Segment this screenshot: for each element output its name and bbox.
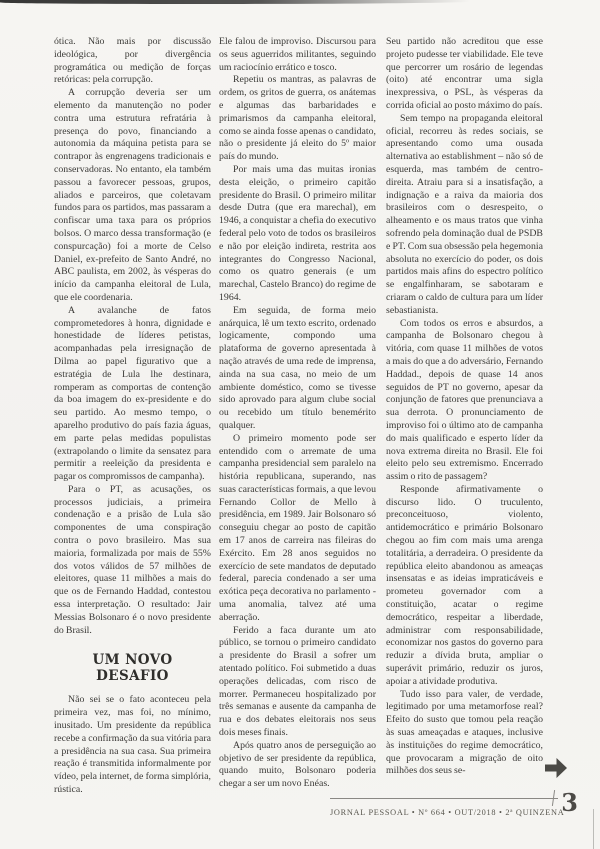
body-paragraph: Sem tempo na propaganda eleitoral oficial, recorreu às redes sociais, se apresentando como uma ousada alternativa ao establishment – não só de esquerda, mas também de centro-direita. Atraiu para si a insatisfação, a indignação e a raiva da maioria dos brasileiros com o desrespeito, o alheamento e os maus tratos que vinha sofrendo pela dominação dual de PSDB e PT. Com sua obsessão pela hegemonia absoluta no exercício do poder, os dois partidos mais afins do espectro político se engalfinharam, se sabotaram e criaram o caldo de cultura para um líder sebastianista. bbox=[386, 112, 543, 316]
body-paragraph: A avalanche de fatos comprometedores à honra, dignidade e honestidade de líderes petistas, acompanhadas pela irresignação de Dilma ao papel figurativo que a estratégia de Lula lhe destinara, romperam as comportas de contenção da boa imagem do ex-presidente e do seu partido. Ao mesmo tempo, o aparelho produtivo do país fazia águas, em parte pelas medidas populistas (extrapolando o limite da sensatez para permitir a reeleição da presidenta e pagar os compromissos de campanha). bbox=[54, 304, 211, 483]
body-paragraph: Para o PT, as acusações, os processos judiciais, a primeira condenação e a prisão de Lula são componentes de uma conspiração contra o povo brasileiro. Mas sua maioria, formalizada por mais de 55% dos votos válidos de 57 milhões de eleitores, quase 11 milhões a mais do que os de Fernando Haddad, contestou essa interpretação. O resultado: Jair Messias Bolsonaro é o novo presidente do Brasil. bbox=[54, 483, 211, 636]
body-paragraph: Com todos os erros e absurdos, a campanha de Bolsonaro chegou à vitória, com quase 11 milhões de votos a mais do que a do adversário, Fernando Haddad., depois de quase 14 anos seguidos de PT no governo, apesar da conjunção de fatores que prenunciava a sua derrota. O pronunciamento de improviso foi o último ato de campanha do mais qualificado e esperto líder da nova extrema direita no Brasil. Ele foi eleito pelo seu extremismo. Encerrado assim o rito de passagem? bbox=[386, 317, 543, 483]
scan-edge-artifact-top bbox=[0, 0, 470, 4]
scan-edge-artifact-right bbox=[593, 809, 594, 849]
body-paragraph: Ele falou de improviso. Discursou para os seus aguerridos militantes, seguindo um raciocínio errático e tosco. bbox=[219, 36, 376, 73]
body-paragraph: Ferido a faca durante um ato público, se tornou o primeiro candidato a presidente do Brasil a sofrer um atentado político. Foi submetido a duas operações delicadas, com risco de morrer. Permaneceu hospitalizado por três semanas e ausente da campanha de rua e dos debates eleitorais nos seus dois meses finais. bbox=[219, 624, 376, 739]
page-footer bbox=[330, 788, 578, 820]
page-number: 3 bbox=[561, 788, 578, 817]
body-paragraph: Responde afirmativamente o discurso lido. O truculento, preconceituoso, violento, antidemocrático e primário Bolsonaro chegou ao fim com mais uma arenga totalitária, a derradeira. O presidente da república eleito abandonou as ameaças insensatas e as ideias impraticáveis e prometeu governador com a constituição, acatar o regime democrático, respeitar a liberdade, administrar com responsabilidade, economizar nos gastos do governo para reduzir a dívida bruta, ampliar o superávit primário, reduzir os juros, apoiar a atividade produtiva. bbox=[386, 483, 543, 687]
body-paragraph: Seu partido não acreditou que esse projeto pudesse ter viabilidade. Ele teve que percorrer um rosário de legendas (oito) até encontrar uma sigla inexpressiva, o PSL, às vésperas da corrida oficial ao posto máximo do país. bbox=[386, 36, 543, 111]
text-column-3 bbox=[386, 36, 543, 794]
body-paragraph: Tudo isso para valer, de verdade, legitimado por uma metamorfose real? Efeito do susto que tomou pela reação às suas ameaçadas e ataques, inclusive às instituições do regime democrático, que provocaram a migração de oito milhões dos seus se- bbox=[386, 688, 543, 777]
body-paragraph: ótica. Não mais por discussão ideológica, por divergência programática ou medição de forças retóricas: pela corrupção. bbox=[54, 36, 211, 86]
section-heading: UM NOVO DESAFIO bbox=[92, 652, 173, 685]
body-paragraph: Após quatro anos de perseguição ao objetivo de ser presidente da república, quando muito, Bolsonaro poderia chegar a ser um novo Enéas. bbox=[219, 739, 376, 790]
body-paragraph: Não sei se o fato aconteceu pela primeira vez, mas foi, no mínimo, inusitado. Um presidente da república recebe a confirmação da sua vitória para a presidência na sua casa. Sua primeira reação é transmitida informalmente por vídeo, pela internet, de forma simplória, rústica. bbox=[54, 694, 211, 794]
body-paragraph: O primeiro momento pode ser entendido com o arremate de uma campanha presidencial sem paralelo na história republicana, superando, nas suas características formais, a que levou Fernando Collor de Mello à presidência, em 1989. Jair Bolsonaro só conseguiu chegar ao posto de capitão em 17 anos de carreira nas fileiras do Exército. Em 28 anos seguidos no exercício de sete mandatos de deputado federal, parecia condenado a ser uma exótica peça decorativa no parlamento - uma anomalia, talvez até uma aberração. bbox=[219, 432, 376, 623]
body-paragraph: Em seguida, de forma meio anárquica, lê um texto escrito, ordenado logicamente, compondo uma plataforma de governo apresentada à nação através de uma rede de imprensa, ainda na sua casa, no meio de um ambiente doméstico, como se tivesse sido aprovado para algum clube social ou recebido um título benemérito qualquer. bbox=[219, 304, 376, 431]
text-column-2 bbox=[219, 36, 376, 794]
body-paragraph: Repetiu os mantras, as palavras de ordem, os gritos de guerra, os anátemas e algumas das barbaridades e primarismos da campanha eleitoral, como se ainda fosse apenas o candidato, não o presidente já eleito do 5º maior país do mundo. bbox=[219, 74, 376, 163]
text-column-1 bbox=[54, 36, 211, 794]
footer-rule bbox=[330, 798, 558, 799]
journal-issue-line: JORNAL PESSOAL • Nº 664 • OUT/2018 • 2ª QUINZENA bbox=[330, 808, 565, 817]
body-paragraph: A corrupção deveria ser um elemento da manutenção no poder contra uma estrutura refratária à presença do povo, financiando a autonomia da máquina petista para se contrapor às engrenagens tradicionais e conservadoras. No entanto, ela também passou a favorecer pessoas, grupos, aliados e parceiros, que coletavam fundos para os partidos, mas passaram a confiscar uma taxa para os próprios bolsos. O marco dessa transformação (e conspurcação) foi a morte de Celso Daniel, ex-prefeito de Santo André, no ABC paulista, em 2002, às vésperas do início da campanha eleitoral de Lula, que ele coordenaria. bbox=[54, 87, 211, 303]
continued-next-page-arrow-icon bbox=[544, 757, 568, 779]
body-paragraph: Por mais uma das muitas ironias desta eleição, o primeiro capitão presidente do Brasil. O primeiro militar desde Dutra (que era marechal), em 1946, a conquistar a chefia do executivo federal pelo voto de todos os brasileiros e não por eleição indireta, restrita aos integrantes do Congresso Nacional, como os quatro generais (e um marechal, Castelo Branco) do regime de 1964. bbox=[219, 163, 376, 303]
